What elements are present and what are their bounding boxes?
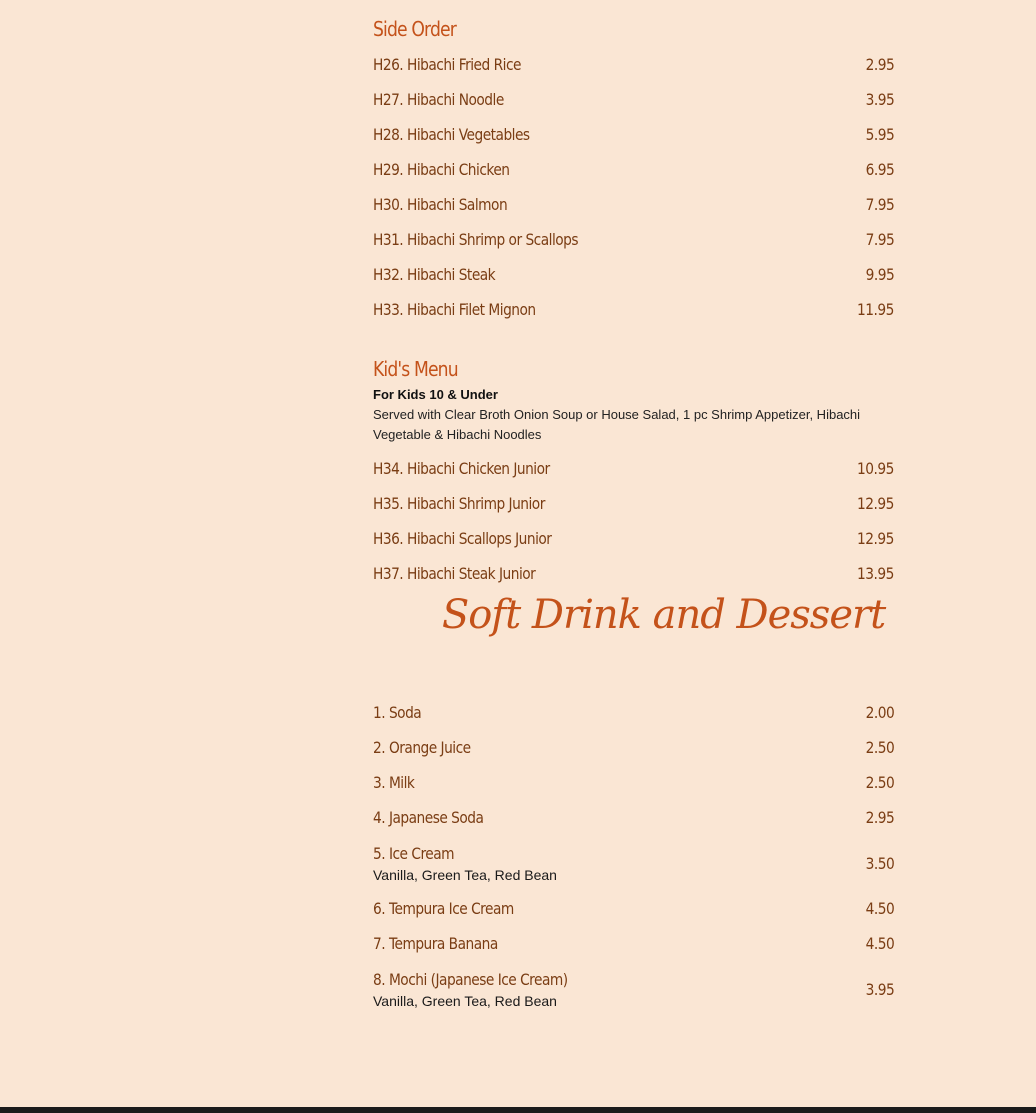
item-name: 1. Soda (373, 703, 422, 722)
menu-item (373, 451, 894, 486)
item-price: 4.50 (865, 934, 894, 953)
item-name: H37. Hibachi Steak Junior (373, 564, 536, 583)
item-price: 2.50 (865, 773, 894, 792)
menu-item (373, 292, 894, 327)
item-price: 10.95 (857, 459, 894, 478)
item-price: 3.95 (865, 979, 894, 999)
kids-menu-description: Served with Clear Broth Onion Soup or House Salad, 1 pc Shrimp Appetizer, Hibachi Vegetable & Hibachi Noodles (373, 407, 861, 442)
item-name: H31. Hibachi Shrimp or Scallops (373, 230, 579, 249)
side-order-list (373, 47, 894, 327)
item-name: H34. Hibachi Chicken Junior (373, 459, 550, 478)
item-name: H35. Hibachi Shrimp Junior (373, 494, 545, 513)
item-price: 13.95 (857, 564, 894, 583)
item-name: 7. Tempura Banana (373, 934, 498, 953)
item-text-stack (373, 844, 557, 883)
menu-item (373, 222, 894, 257)
menu-item (373, 521, 894, 556)
item-name: 2. Orange Juice (373, 738, 471, 757)
item-name: 4. Japanese Soda (373, 808, 484, 827)
menu-item (373, 695, 894, 730)
menu-item (373, 556, 894, 591)
item-price: 7.95 (865, 230, 894, 249)
menu-item (373, 187, 894, 222)
menu-item (373, 926, 894, 961)
menu-item (373, 82, 894, 117)
item-name: 3. Milk (373, 773, 415, 792)
menu-item (373, 800, 894, 835)
menu-item (373, 117, 894, 152)
item-name: H36. Hibachi Scallops Junior (373, 529, 552, 548)
kids-menu-title: Kid's Menu (373, 357, 458, 381)
drinks-dessert-list (373, 695, 894, 1017)
kids-menu-section (373, 357, 894, 591)
item-price: 11.95 (857, 300, 894, 319)
menu-item (373, 47, 894, 82)
kids-menu-subtitle: For Kids 10 & Under (373, 387, 498, 402)
item-name: H27. Hibachi Noodle (373, 90, 504, 109)
item-name: H33. Hibachi Filet Mignon (373, 300, 536, 319)
side-order-title: Side Order (373, 17, 456, 41)
side-order-section (373, 17, 894, 327)
menu-item (373, 835, 894, 891)
item-name: H30. Hibachi Salmon (373, 195, 508, 214)
item-text-stack (373, 970, 599, 1009)
item-name: 8. Mochi (Japanese Ice Cream) (373, 969, 568, 989)
item-description: Vanilla, Green Tea, Red Bean (373, 992, 557, 1009)
drinks-dessert-heading: Soft Drink and Dessert (441, 592, 886, 638)
footer-bar (0, 1107, 1036, 1113)
item-name: H32. Hibachi Steak (373, 265, 496, 284)
item-price: 12.95 (857, 494, 894, 513)
item-price: 4.50 (865, 899, 894, 918)
item-name: H26. Hibachi Fried Rice (373, 55, 521, 74)
item-price: 2.95 (865, 55, 894, 74)
item-name: 5. Ice Cream (373, 843, 455, 863)
kids-menu-list (373, 451, 894, 591)
menu-item (373, 257, 894, 292)
item-price: 2.00 (865, 703, 894, 722)
item-price: 2.50 (865, 738, 894, 757)
item-price: 2.95 (865, 808, 894, 827)
menu-item (373, 891, 894, 926)
item-price: 6.95 (865, 160, 894, 179)
item-name: H29. Hibachi Chicken (373, 160, 510, 179)
menu-item (373, 961, 894, 1017)
menu-item (373, 765, 894, 800)
item-name: H28. Hibachi Vegetables (373, 125, 530, 144)
item-price: 7.95 (865, 195, 894, 214)
item-price: 9.95 (865, 265, 894, 284)
item-price: 12.95 (857, 529, 894, 548)
item-price: 3.50 (865, 853, 894, 873)
menu-item (373, 730, 894, 765)
item-price: 5.95 (865, 125, 894, 144)
menu-item (373, 486, 894, 521)
item-description: Vanilla, Green Tea, Red Bean (373, 866, 557, 883)
item-price: 3.95 (865, 90, 894, 109)
item-name: 6. Tempura Ice Cream (373, 899, 514, 918)
menu-item (373, 152, 894, 187)
